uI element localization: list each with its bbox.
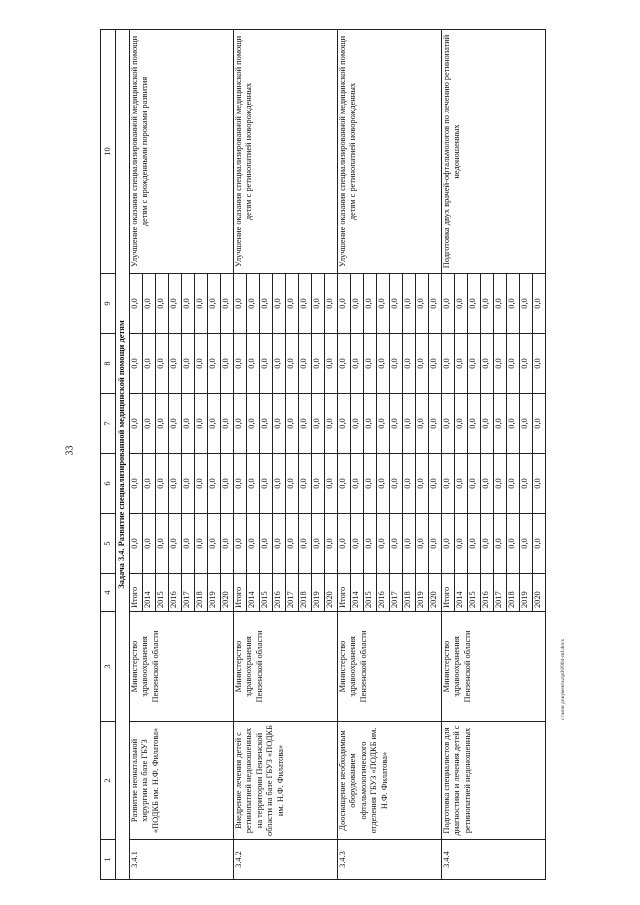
value-cell: 0,0 xyxy=(454,454,467,514)
value-cell: 0,0 xyxy=(181,514,194,574)
value-cell: 0,0 xyxy=(155,454,168,514)
value-cell: 0,0 xyxy=(506,334,519,394)
measure-name: Дооснащение необходимым оборудованием офтальмологического отделения ГБУЗ «ПОДКБ им. Н.Ф. Филатова» xyxy=(337,722,441,840)
value-cell: 0,0 xyxy=(519,274,532,334)
year-cell: 2018 xyxy=(506,574,519,612)
year-cell: 2015 xyxy=(259,574,272,612)
value-cell: 0,0 xyxy=(272,394,285,454)
value-cell: 0,0 xyxy=(207,394,220,454)
value-cell: 0,0 xyxy=(311,394,324,454)
value-cell: 0,0 xyxy=(493,274,506,334)
expected-result: Улучшение оказания специализированной медицинской помощи детям с врожденными пороками развития xyxy=(129,30,233,274)
value-cell: 0,0 xyxy=(246,334,259,394)
value-cell: 0,0 xyxy=(519,394,532,454)
value-cell: 0,0 xyxy=(493,514,506,574)
executor: Министерство здравоохранения Пензенской области xyxy=(337,612,441,722)
measure-name: Подготовка специалистов для диагностики и лечения детей с ретинопатией недоношенных xyxy=(441,722,545,840)
value-cell: 0,0 xyxy=(311,334,324,394)
value-cell: 0,0 xyxy=(376,454,389,514)
year-cell: 2018 xyxy=(298,574,311,612)
value-cell: 0,0 xyxy=(168,274,181,334)
value-cell: 0,0 xyxy=(168,514,181,574)
value-cell: 0,0 xyxy=(207,274,220,334)
value-cell: 0,0 xyxy=(402,334,415,394)
year-cell: 2017 xyxy=(493,574,506,612)
year-cell: 2016 xyxy=(480,574,493,612)
value-cell: 0,0 xyxy=(220,274,233,334)
task-title: Задача 3.4. Развитие специализированной медицинской помощи детям xyxy=(116,30,130,880)
measure-name: Развитие неонатальной хирургии на базе ГБУЗ «ПОДКБ им. Н.Ф. Филатова» xyxy=(129,722,233,840)
value-cell: 0,0 xyxy=(376,334,389,394)
value-cell: 0,0 xyxy=(233,394,246,454)
value-cell: 0,0 xyxy=(168,394,181,454)
col-header: 3 xyxy=(101,612,116,722)
value-cell: 0,0 xyxy=(220,334,233,394)
value-cell: 0,0 xyxy=(285,454,298,514)
value-cell: 0,0 xyxy=(129,274,142,334)
year-cell: 2017 xyxy=(285,574,298,612)
year-cell: 2015 xyxy=(467,574,480,612)
value-cell: 0,0 xyxy=(428,334,441,394)
value-cell: 0,0 xyxy=(467,454,480,514)
year-cell: 2014 xyxy=(350,574,363,612)
value-cell: 0,0 xyxy=(155,274,168,334)
value-cell: 0,0 xyxy=(246,394,259,454)
value-cell: 0,0 xyxy=(428,454,441,514)
value-cell: 0,0 xyxy=(181,274,194,334)
value-cell: 0,0 xyxy=(233,454,246,514)
table-row xyxy=(441,30,454,880)
value-cell: 0,0 xyxy=(441,454,454,514)
value-cell: 0,0 xyxy=(454,334,467,394)
col-header: 6 xyxy=(101,454,116,514)
value-cell: 0,0 xyxy=(337,514,350,574)
year-cell: 2020 xyxy=(532,574,545,612)
year-cell: 2016 xyxy=(272,574,285,612)
value-cell: 0,0 xyxy=(389,334,402,394)
value-cell: 0,0 xyxy=(129,394,142,454)
page-number: 33 xyxy=(64,445,76,456)
value-cell: 0,0 xyxy=(493,334,506,394)
value-cell: 0,0 xyxy=(298,334,311,394)
value-cell: 0,0 xyxy=(350,454,363,514)
value-cell: 0,0 xyxy=(207,454,220,514)
year-cell: 2014 xyxy=(246,574,259,612)
value-cell: 0,0 xyxy=(415,274,428,334)
value-cell: 0,0 xyxy=(415,334,428,394)
value-cell: 0,0 xyxy=(376,514,389,574)
value-cell: 0,0 xyxy=(155,334,168,394)
value-cell: 0,0 xyxy=(337,334,350,394)
value-cell: 0,0 xyxy=(142,394,155,454)
value-cell: 0,0 xyxy=(194,334,207,394)
year-cell: 2014 xyxy=(142,574,155,612)
value-cell: 0,0 xyxy=(506,394,519,454)
value-cell: 0,0 xyxy=(324,394,337,454)
value-cell: 0,0 xyxy=(324,514,337,574)
value-cell: 0,0 xyxy=(168,334,181,394)
year-cell: 2019 xyxy=(311,574,324,612)
value-cell: 0,0 xyxy=(363,394,376,454)
row-number: 3.4.3 xyxy=(337,840,441,880)
value-cell: 0,0 xyxy=(337,394,350,454)
value-cell: 0,0 xyxy=(298,394,311,454)
value-cell: 0,0 xyxy=(155,514,168,574)
value-cell: 0,0 xyxy=(363,454,376,514)
executor: Министерство здравоохранения Пензенской области xyxy=(441,612,545,722)
value-cell: 0,0 xyxy=(363,274,376,334)
year-cell: 2015 xyxy=(155,574,168,612)
value-cell: 0,0 xyxy=(194,274,207,334)
expected-result: Подготовка двух врачей-офтальмологов по лечению ретинопатий недоношенных xyxy=(441,30,545,274)
value-cell: 0,0 xyxy=(376,274,389,334)
value-cell: 0,0 xyxy=(155,394,168,454)
year-cell: 2018 xyxy=(402,574,415,612)
value-cell: 0,0 xyxy=(376,394,389,454)
year-cell: 2017 xyxy=(389,574,402,612)
year-cell: 2016 xyxy=(168,574,181,612)
value-cell: 0,0 xyxy=(311,514,324,574)
year-cell: Итого xyxy=(441,574,454,612)
value-cell: 0,0 xyxy=(142,514,155,574)
measure-name: Внедрение лечения детей с ретинопатией недоношенных на территории Пензенской области на базе ГБУЗ «ПОДКБ им. Н.Ф. Филатова» xyxy=(233,722,337,840)
year-cell: Итого xyxy=(337,574,350,612)
value-cell: 0,0 xyxy=(233,274,246,334)
footer-path: c:\мои документы\pd\0904-ml.docx xyxy=(560,638,566,720)
value-cell: 0,0 xyxy=(467,334,480,394)
col-header: 7 xyxy=(101,394,116,454)
value-cell: 0,0 xyxy=(415,454,428,514)
col-header: 5 xyxy=(101,514,116,574)
value-cell: 0,0 xyxy=(324,274,337,334)
value-cell: 0,0 xyxy=(389,394,402,454)
value-cell: 0,0 xyxy=(272,454,285,514)
value-cell: 0,0 xyxy=(506,454,519,514)
table-row xyxy=(129,30,142,880)
value-cell: 0,0 xyxy=(441,274,454,334)
year-cell: 2020 xyxy=(428,574,441,612)
value-cell: 0,0 xyxy=(285,514,298,574)
col-header: 1 xyxy=(101,840,116,880)
value-cell: 0,0 xyxy=(207,334,220,394)
year-cell: 2014 xyxy=(454,574,467,612)
value-cell: 0,0 xyxy=(129,334,142,394)
value-cell: 0,0 xyxy=(532,454,545,514)
value-cell: 0,0 xyxy=(441,394,454,454)
value-cell: 0,0 xyxy=(441,514,454,574)
year-cell: Итого xyxy=(233,574,246,612)
value-cell: 0,0 xyxy=(285,394,298,454)
row-number: 3.4.4 xyxy=(441,840,545,880)
value-cell: 0,0 xyxy=(493,394,506,454)
year-cell: 2016 xyxy=(376,574,389,612)
value-cell: 0,0 xyxy=(402,274,415,334)
value-cell: 0,0 xyxy=(324,454,337,514)
value-cell: 0,0 xyxy=(428,514,441,574)
value-cell: 0,0 xyxy=(194,454,207,514)
year-cell: 2019 xyxy=(415,574,428,612)
expected-result: Улучшение оказания специализированной медицинской помощи детям с ретинопатией новорожденных xyxy=(337,30,441,274)
value-cell: 0,0 xyxy=(220,514,233,574)
expected-result: Улучшение оказания специализированной медицинской помощи детям с ретинопатией новорожденных xyxy=(233,30,337,274)
value-cell: 0,0 xyxy=(259,394,272,454)
value-cell: 0,0 xyxy=(298,454,311,514)
row-number: 3.4.2 xyxy=(233,840,337,880)
col-header: 2 xyxy=(101,722,116,840)
value-cell: 0,0 xyxy=(480,514,493,574)
value-cell: 0,0 xyxy=(467,274,480,334)
value-cell: 0,0 xyxy=(142,334,155,394)
value-cell: 0,0 xyxy=(428,394,441,454)
value-cell: 0,0 xyxy=(233,514,246,574)
year-cell: 2020 xyxy=(220,574,233,612)
value-cell: 0,0 xyxy=(480,454,493,514)
value-cell: 0,0 xyxy=(311,274,324,334)
value-cell: 0,0 xyxy=(181,394,194,454)
value-cell: 0,0 xyxy=(129,514,142,574)
value-cell: 0,0 xyxy=(480,394,493,454)
value-cell: 0,0 xyxy=(350,514,363,574)
col-header: 8 xyxy=(101,334,116,394)
value-cell: 0,0 xyxy=(272,334,285,394)
value-cell: 0,0 xyxy=(337,274,350,334)
value-cell: 0,0 xyxy=(519,514,532,574)
year-cell: Итого xyxy=(129,574,142,612)
value-cell: 0,0 xyxy=(194,514,207,574)
value-cell: 0,0 xyxy=(311,454,324,514)
value-cell: 0,0 xyxy=(415,394,428,454)
header-row xyxy=(101,30,116,880)
value-cell: 0,0 xyxy=(389,274,402,334)
value-cell: 0,0 xyxy=(454,274,467,334)
value-cell: 0,0 xyxy=(194,394,207,454)
value-cell: 0,0 xyxy=(493,454,506,514)
value-cell: 0,0 xyxy=(480,274,493,334)
value-cell: 0,0 xyxy=(350,334,363,394)
program-table xyxy=(100,29,546,880)
value-cell: 0,0 xyxy=(363,334,376,394)
value-cell: 0,0 xyxy=(532,334,545,394)
value-cell: 0,0 xyxy=(441,334,454,394)
value-cell: 0,0 xyxy=(454,514,467,574)
value-cell: 0,0 xyxy=(259,454,272,514)
value-cell: 0,0 xyxy=(402,514,415,574)
value-cell: 0,0 xyxy=(467,394,480,454)
value-cell: 0,0 xyxy=(415,514,428,574)
year-cell: 2018 xyxy=(194,574,207,612)
col-header: 10 xyxy=(101,30,116,274)
table-row xyxy=(337,30,350,880)
value-cell: 0,0 xyxy=(389,514,402,574)
value-cell: 0,0 xyxy=(467,514,480,574)
value-cell: 0,0 xyxy=(129,454,142,514)
value-cell: 0,0 xyxy=(480,334,493,394)
table-row xyxy=(233,30,246,880)
value-cell: 0,0 xyxy=(532,394,545,454)
value-cell: 0,0 xyxy=(519,334,532,394)
year-cell: 2020 xyxy=(324,574,337,612)
year-cell: 2017 xyxy=(181,574,194,612)
value-cell: 0,0 xyxy=(532,274,545,334)
rotated-page xyxy=(100,30,580,880)
value-cell: 0,0 xyxy=(142,274,155,334)
value-cell: 0,0 xyxy=(350,394,363,454)
value-cell: 0,0 xyxy=(402,454,415,514)
col-header: 4 xyxy=(101,574,116,612)
col-header: 9 xyxy=(101,274,116,334)
value-cell: 0,0 xyxy=(389,454,402,514)
value-cell: 0,0 xyxy=(298,274,311,334)
task-row xyxy=(116,30,130,880)
value-cell: 0,0 xyxy=(259,514,272,574)
value-cell: 0,0 xyxy=(207,514,220,574)
value-cell: 0,0 xyxy=(337,454,350,514)
value-cell: 0,0 xyxy=(181,334,194,394)
year-cell: 2019 xyxy=(207,574,220,612)
value-cell: 0,0 xyxy=(168,454,181,514)
value-cell: 0,0 xyxy=(285,334,298,394)
value-cell: 0,0 xyxy=(454,394,467,454)
value-cell: 0,0 xyxy=(519,454,532,514)
executor: Министерство здравоохранения Пензенской области xyxy=(233,612,337,722)
row-number: 3.4.1 xyxy=(129,840,233,880)
value-cell: 0,0 xyxy=(233,334,246,394)
value-cell: 0,0 xyxy=(298,514,311,574)
value-cell: 0,0 xyxy=(272,274,285,334)
value-cell: 0,0 xyxy=(220,394,233,454)
value-cell: 0,0 xyxy=(402,394,415,454)
value-cell: 0,0 xyxy=(285,274,298,334)
value-cell: 0,0 xyxy=(181,454,194,514)
value-cell: 0,0 xyxy=(272,514,285,574)
value-cell: 0,0 xyxy=(246,514,259,574)
year-cell: 2019 xyxy=(519,574,532,612)
executor: Министерство здравоохранения Пензенской области xyxy=(129,612,233,722)
year-cell: 2015 xyxy=(363,574,376,612)
value-cell: 0,0 xyxy=(220,454,233,514)
value-cell: 0,0 xyxy=(246,274,259,334)
value-cell: 0,0 xyxy=(259,274,272,334)
value-cell: 0,0 xyxy=(363,514,376,574)
value-cell: 0,0 xyxy=(428,274,441,334)
value-cell: 0,0 xyxy=(142,454,155,514)
value-cell: 0,0 xyxy=(532,514,545,574)
value-cell: 0,0 xyxy=(506,274,519,334)
value-cell: 0,0 xyxy=(246,454,259,514)
value-cell: 0,0 xyxy=(259,334,272,394)
value-cell: 0,0 xyxy=(506,514,519,574)
value-cell: 0,0 xyxy=(324,334,337,394)
value-cell: 0,0 xyxy=(350,274,363,334)
